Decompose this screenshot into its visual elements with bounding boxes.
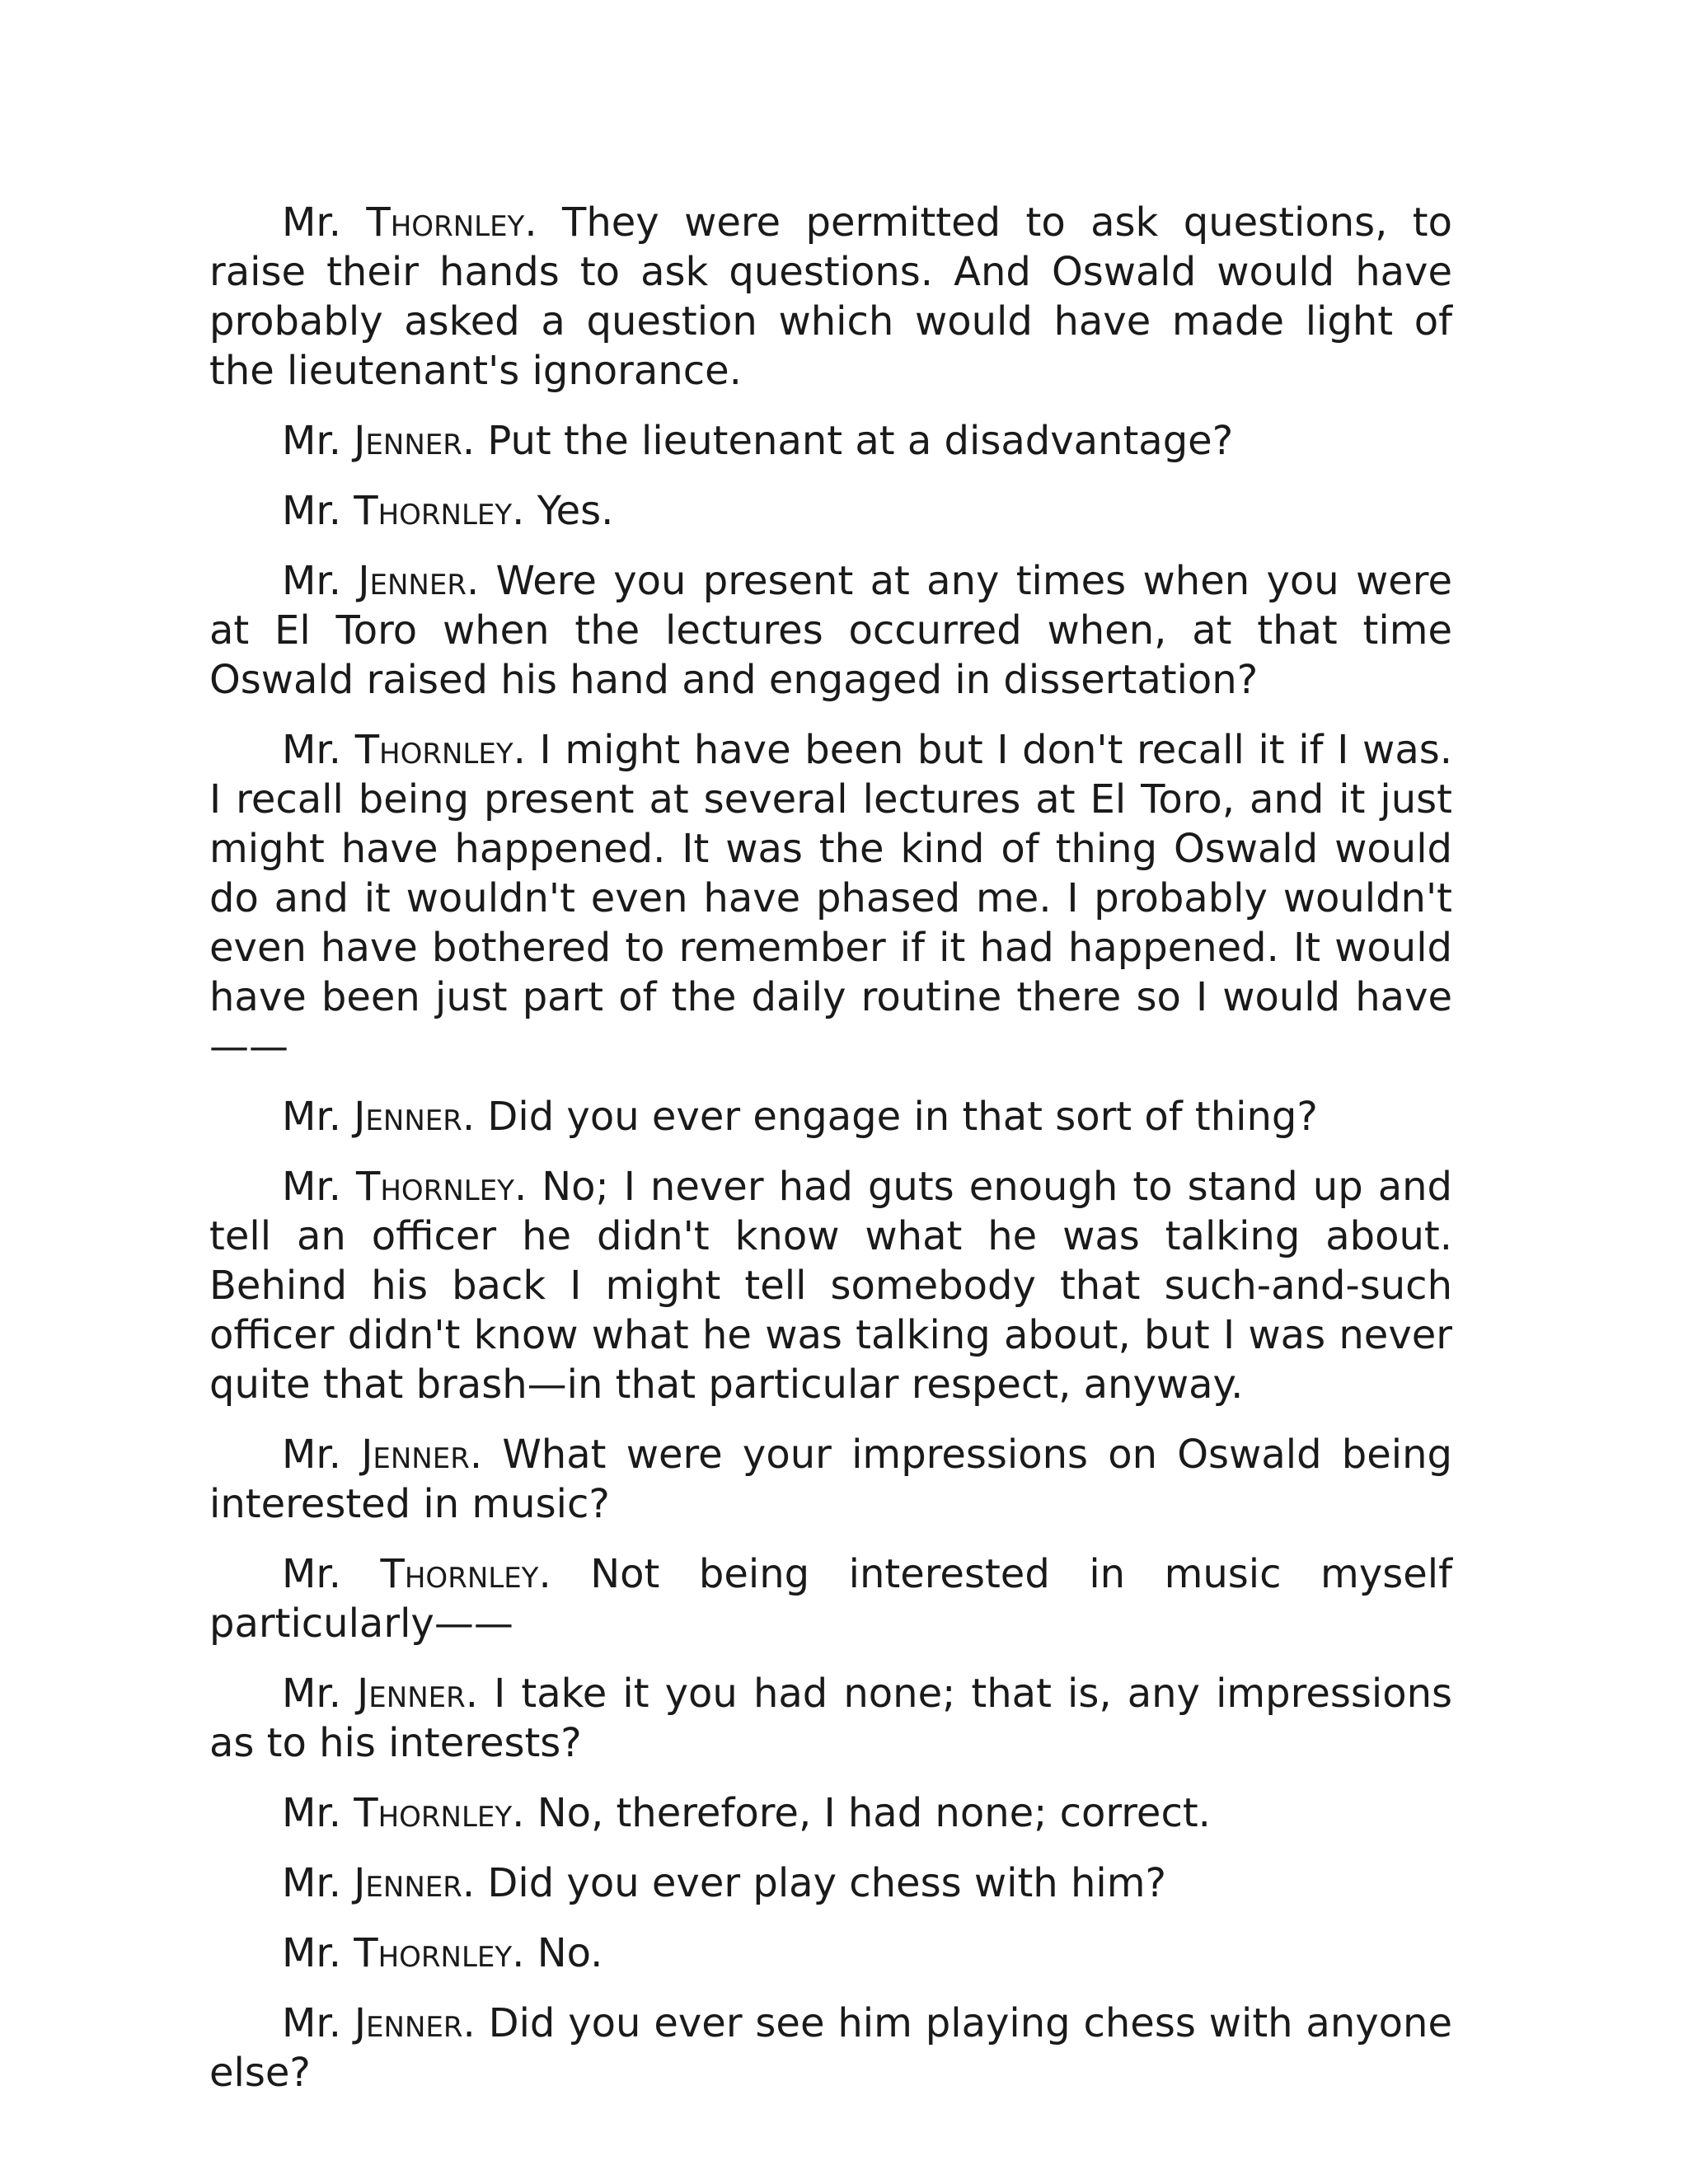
speaker-name: Thornley [380, 1551, 539, 1597]
speech-text: . I take it you had none; that is, any impressions as to his interests? [209, 1671, 1452, 1766]
transcript-paragraph [209, 1788, 1452, 1838]
speech-text: . I might have been but I don't recall it if I was. I recall being present at several lectures at El Toro, and it just might have happened. It was the kind of thing Oswald would do and it wouldn't even have phased me. I probably wouldn't even have bothered to remember if it had happened. It would have been just part of the daily routine there so I would have—— [209, 727, 1452, 1070]
transcript-paragraph [209, 416, 1452, 466]
transcript-paragraph [209, 1162, 1452, 1409]
transcript-paragraph [209, 1430, 1452, 1529]
speaker-prefix: Mr. [282, 1860, 354, 1906]
speech-text: . Did you ever engage in that sort of thing? [462, 1094, 1318, 1140]
speaker-name: Jenner [354, 418, 462, 464]
transcript-paragraph [209, 1999, 1452, 2097]
transcript-paragraph [209, 1092, 1452, 1141]
transcript-page [209, 198, 1452, 2118]
speaker-prefix: Mr. [282, 1930, 354, 1976]
speaker-name: Thornley [354, 1790, 513, 1836]
speaker-prefix: Mr. [282, 1671, 358, 1717]
transcript-paragraph [209, 556, 1452, 705]
speech-text: . No. [512, 1930, 603, 1976]
speaker-prefix: Mr. [282, 558, 359, 604]
speech-text: . No, therefore, I had none; correct. [512, 1790, 1211, 1836]
speaker-prefix: Mr. [282, 1432, 362, 1478]
speaker-prefix: Mr. [282, 488, 354, 534]
speaker-name: Jenner [357, 1671, 466, 1717]
transcript-paragraph [209, 1669, 1452, 1768]
speech-text: . Were you present at any times when you were at El Toro when the lectures occurred when, at that time Oswald raised his hand and engaged in dissertation? [209, 558, 1452, 703]
speaker-name: Thornley [366, 199, 525, 246]
speech-text: . Not being interested in music myself particularly—— [209, 1551, 1452, 1647]
speaker-prefix: Mr. [282, 1094, 354, 1140]
transcript-paragraph [209, 1549, 1452, 1648]
speaker-name: Thornley [354, 727, 513, 773]
transcript-paragraph [209, 1858, 1452, 1908]
speaker-name: Jenner [361, 1432, 470, 1478]
speaker-prefix: Mr. [282, 1790, 354, 1836]
transcript-paragraph [209, 1929, 1452, 1978]
speaker-name: Thornley [354, 488, 513, 534]
speech-text: . What were your impressions on Oswald being interested in music? [209, 1432, 1452, 1527]
speech-text: . Put the lieutenant at a disadvantage? [462, 418, 1234, 464]
speech-text: . Did you ever play chess with him? [462, 1860, 1166, 1906]
speaker-name: Thornley [356, 1164, 514, 1210]
speaker-prefix: Mr. [282, 418, 354, 464]
speaker-prefix: Mr. [282, 1164, 357, 1210]
speaker-prefix: Mr. [282, 2000, 354, 2046]
transcript-paragraph [209, 198, 1452, 396]
speech-text: . They were permitted to ask questions, to raise their hands to ask questions. And Oswald would have probably asked a question which would have made light of the lieutenant's ignorance. [209, 199, 1452, 394]
speech-text: . Did you ever see him playing chess with anyone else? [209, 2000, 1452, 2096]
speaker-name: Jenner [354, 1860, 462, 1906]
transcript-paragraph [209, 725, 1452, 1071]
speaker-name: Thornley [354, 1930, 513, 1976]
speaker-prefix: Mr. [282, 727, 355, 773]
speaker-name: Jenner [354, 2000, 463, 2046]
speaker-name: Jenner [354, 1094, 462, 1140]
speaker-name: Jenner [358, 558, 467, 604]
speech-text: . No; I never had guts enough to stand up and tell an officer he didn't know what he was talking about. Behind his back I might tell somebody that such-and-such officer didn't know what he was talking about, but I was never quite that brash—in that particular respect, anyway. [209, 1164, 1452, 1408]
transcript-paragraph [209, 486, 1452, 536]
speech-text: . Yes. [512, 488, 614, 534]
speaker-prefix: Mr. [282, 199, 367, 246]
speaker-prefix: Mr. [282, 1551, 381, 1597]
